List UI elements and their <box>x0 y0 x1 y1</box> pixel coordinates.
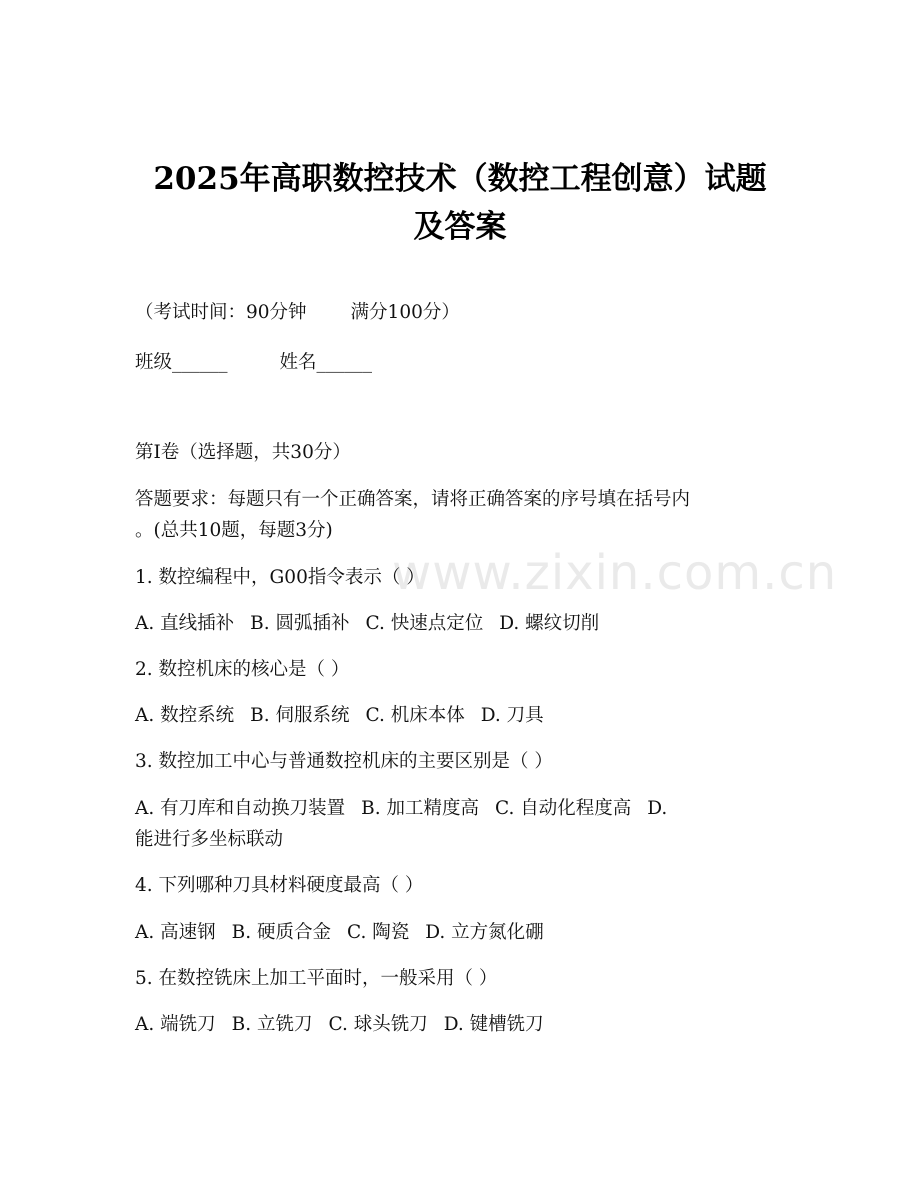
option-c: C. 快速点定位 <box>365 613 484 634</box>
document-title-line2: 及答案 <box>413 209 507 245</box>
option-b: B. 伺服系统 <box>250 705 350 726</box>
option-b: B. 立铣刀 <box>231 1014 313 1035</box>
question-3: 3. 数控加工中心与普通数控机床的主要区别是（ ） <box>135 751 553 772</box>
option-d: D. <box>647 798 668 819</box>
option-a: A. 直线插补 <box>135 613 235 634</box>
option-b: B. 圆弧插补 <box>250 613 350 634</box>
option-a: A. 有刀库和自动换刀装置 <box>135 798 346 819</box>
exam-score: 满分100分） <box>350 302 460 323</box>
question-5-options <box>135 1012 544 1038</box>
watermark: www.zixin.com.cn <box>392 545 838 601</box>
option-d: D. 键槽铣刀 <box>443 1014 544 1035</box>
option-b: B. 硬质合金 <box>231 922 331 943</box>
question-2-options <box>135 703 544 729</box>
question-5: 5. 在数控铣床上加工平面时，一般采用（ ） <box>135 968 498 989</box>
student-fields <box>135 350 372 376</box>
question-4: 4. 下列哪种刀具材料硬度最高（ ） <box>135 875 424 896</box>
option-d: D. 刀具 <box>480 705 544 726</box>
question-1: 1. 数控编程中，G00指令表示（ ） <box>135 567 425 588</box>
exam-time: （考试时间：90分钟 <box>135 302 307 323</box>
instructions-line2: 。(总共10题，每题3分) <box>135 520 333 541</box>
exam-info <box>135 300 460 326</box>
question-3-options <box>135 796 667 822</box>
question-2: 2. 数控机床的核心是（ ） <box>135 659 350 680</box>
option-d: D. 螺纹切削 <box>499 613 600 634</box>
question-1-options <box>135 611 599 637</box>
option-c: C. 球头铣刀 <box>328 1014 428 1035</box>
option-d: D. 立方氮化硼 <box>425 922 544 943</box>
class-field: 班级______ <box>135 352 228 373</box>
question-3-option-d-text: 能进行多坐标联动 <box>135 829 284 850</box>
option-c: C. 陶瓷 <box>346 922 410 943</box>
document-title-line1: 2025年高职数控技术（数控工程创意）试题 <box>153 161 767 197</box>
question-4-options <box>135 920 544 946</box>
option-a: A. 高速钢 <box>135 922 216 943</box>
option-a: A. 端铣刀 <box>135 1014 216 1035</box>
section-heading: 第Ⅰ卷（选择题，共30分） <box>135 442 351 463</box>
option-b: B. 加工精度高 <box>361 798 479 819</box>
instructions-line1: 答题要求：每题只有一个正确答案，请将正确答案的序号填在括号内 <box>135 489 691 510</box>
option-a: A. 数控系统 <box>135 705 235 726</box>
option-c: C. 机床本体 <box>365 705 465 726</box>
option-c: C. 自动化程度高 <box>494 798 632 819</box>
name-field: 姓名______ <box>279 352 373 373</box>
